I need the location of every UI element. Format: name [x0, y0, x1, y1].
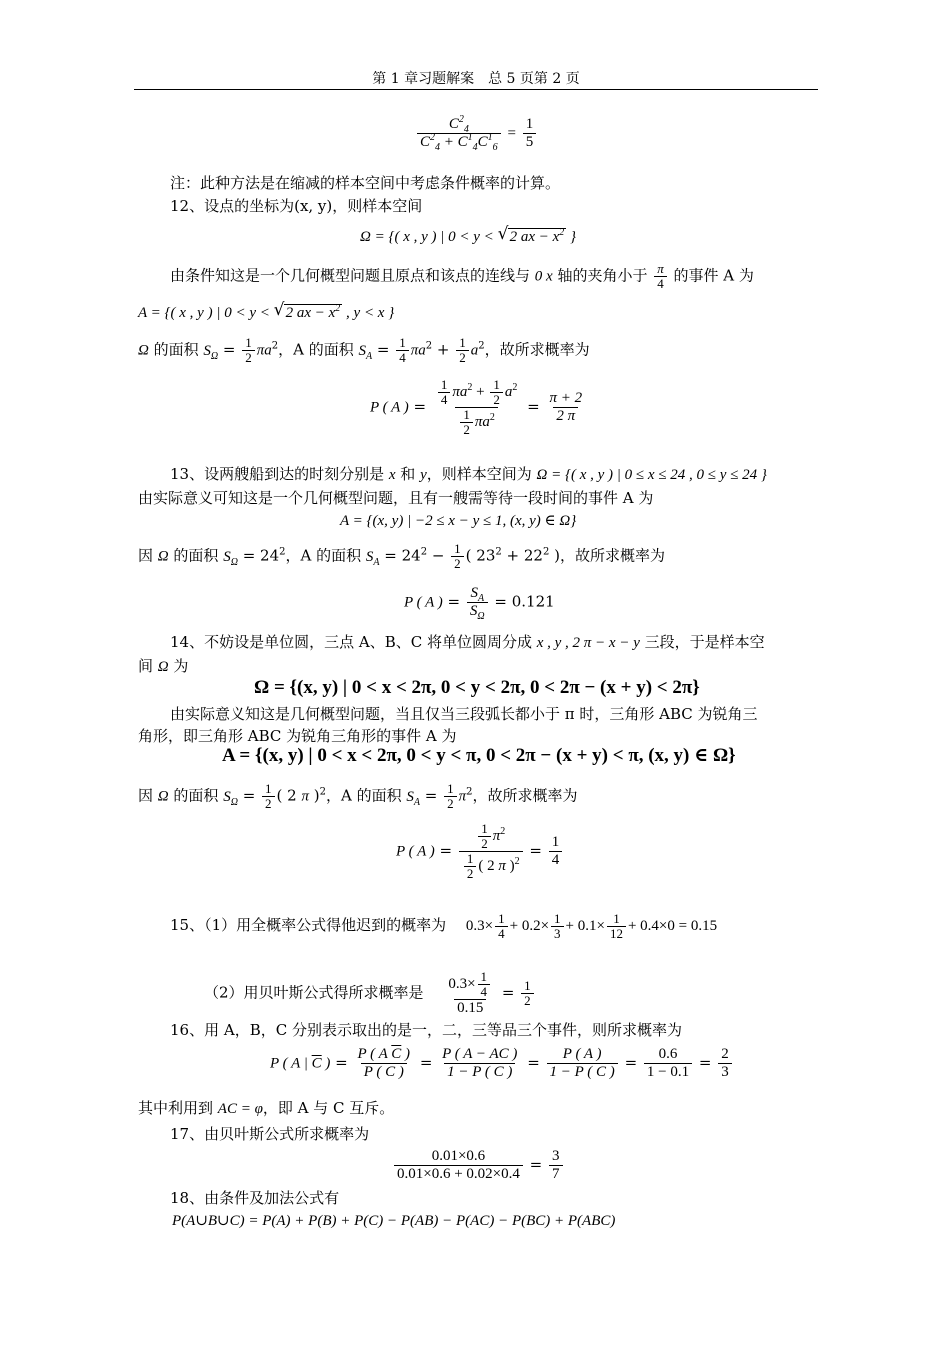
- text-line: 由实际意义可知这是一个几何概型问题，且有一艘需等待一段时间的事件 A 为: [138, 489, 654, 507]
- formula-line: P ( A ) = $\frac{1}{2}$ $\pi^2$ $\frac{1}{2}$ ( 2 π )$^2$ = $\frac{1}{4}$: [396, 822, 564, 881]
- formula-line: $\frac{0.01\times 0.6}{0.01\times 0.6 + 0.02\times 0.4}$ = $\frac{3}{7}$: [392, 1148, 565, 1183]
- text-line: 16、用 A，B，C 分别表示取出的是一，二，三等品三个事件，则所求概率为: [170, 1021, 682, 1039]
- text-line: Ω 的面积 $S_\Omega$ = $\frac{1}{2}$ $\pi a^2$，A 的面积 $S_A$ = $\frac{1}{4}$ $\pi a^2$ + $\frac{1}{2}$ $a^2$，故所求概率为: [138, 335, 590, 365]
- text-line: 注：此种方法是在缩减的样本空间中考虑条件概率的计算。: [170, 174, 561, 192]
- formula-line: A = {(x, y) | −2 ≤ x − y ≤ 1, (x, y) ∈ Ω}: [340, 513, 577, 529]
- text-line: 角形，即三角形 ABC 为锐角三角形的事件 A 为: [138, 727, 457, 745]
- text-line: 17、由贝叶斯公式所求概率为: [170, 1125, 370, 1143]
- text-line: （2）用贝叶斯公式得所求概率是 0.3× $\frac{1}{4}$ 0.15 = $\frac{1}{2}$: [204, 970, 536, 1017]
- text-line: 18、由条件及加法公式有: [170, 1189, 340, 1207]
- formula-line: P ( A ) = $\frac{S_A}{S_\Omega}$ = 0.121: [404, 585, 555, 622]
- formula-line: P(A∪B∪C) = P(A) + P(B) + P(C) − P(AB) − P(AC) − P(BC) + P(ABC): [172, 1213, 616, 1229]
- text-line: 间 Ω 为: [138, 657, 189, 675]
- formula-line: A = {( x , y ) | 0 < y < √ 2 ax − $x^2$ , y < x }: [138, 303, 394, 323]
- formula-line: Ω = {( x , y ) | 0 < y < √ 2 ax − $x^2$ }: [360, 227, 576, 247]
- text-line: 因 Ω 的面积 $S_\Omega$ = $\frac{1}{2}$ ( 2 π )$^2$，A 的面积 $S_A$ = $\frac{1}{2}$ $\pi^2$，故所求概率为: [138, 781, 578, 811]
- text-line: 由条件知这是一个几何概型问题且原点和该点的连线与 0 x 轴的夹角小于 $\frac{\pi}{4}$ 的事件 A 为: [170, 261, 754, 291]
- text-line: 14、不妨设是单位圆，三点 A、B、C 将单位圆周分成 x , y , 2 π − x − y 三段，于是样本空: [170, 633, 765, 651]
- text-line: 因 Ω 的面积 $S_\Omega = 24^2$，A 的面积 $S_A = 24^2$ − $\frac{1}{2}$ ( $23^2 + 22^2$ )，故所求概率为: [138, 541, 665, 571]
- text-line: 其中利用到 AC = φ，即 A 与 C 互斥。: [138, 1099, 395, 1117]
- text-line: 12、设点的坐标为(x, y)，则样本空间: [170, 197, 423, 215]
- formula-line: P ( A ) = $\frac{1}{4}$ $\pi a^2$ + $\frac{1}{2}$ $a^2$ $\frac{1}{2}$ $\pi a^2$ = $\frac{\pi + 2}{2 \pi}$: [370, 377, 583, 437]
- formula-line: P ( A | $\overline{C}$ ) = $\frac{P ( A \overline{C} )}{P ( \overline{C} )}$ = $\frac{P ( A - AC )}{1 - P ( C )}$ = $\frac{P ( A )}{1 - P ( C )}$ = $\frac{0.6}{1 - 0.1}$ = $\frac{2}{3}$: [270, 1046, 734, 1081]
- formula-line: A = {(x, y) | 0 < x < 2π, 0 < y < π, 0 < 2π − (x + y) < π, (x, y) ∈ Ω}: [222, 745, 736, 766]
- page-header: 第 1 章习题解案 总 5 页第 2 页: [372, 71, 580, 87]
- formula-line: $\frac{C^2_4}{C^2_4 + C^1_4C^1_6}$ = $\frac{1}{5}$: [415, 116, 538, 151]
- text-line: 15、（1）用全概率公式得他迟到的概率为 0.3× $\frac{1}{4}$ + 0.2× $\frac{1}{3}$ + 0.1× $\frac{1}{12}$ + 0.4×0 = 0.15: [170, 911, 718, 941]
- header-rule: [134, 89, 818, 90]
- text-line: 13、设两艘船到达的时刻分别是 x 和 y，则样本空间为 Ω = {( x , y ) | 0 ≤ x ≤ 24 , 0 ≤ y ≤ 24 }: [170, 465, 767, 483]
- formula-line: Ω = {(x, y) | 0 < x < 2π, 0 < y < 2π, 0 < 2π − (x + y) < 2π}: [254, 677, 700, 698]
- text-line: 由实际意义知这是几何概型问题，当且仅当三段弧长都小于 π 时，三角形 ABC 为锐角三: [170, 705, 758, 723]
